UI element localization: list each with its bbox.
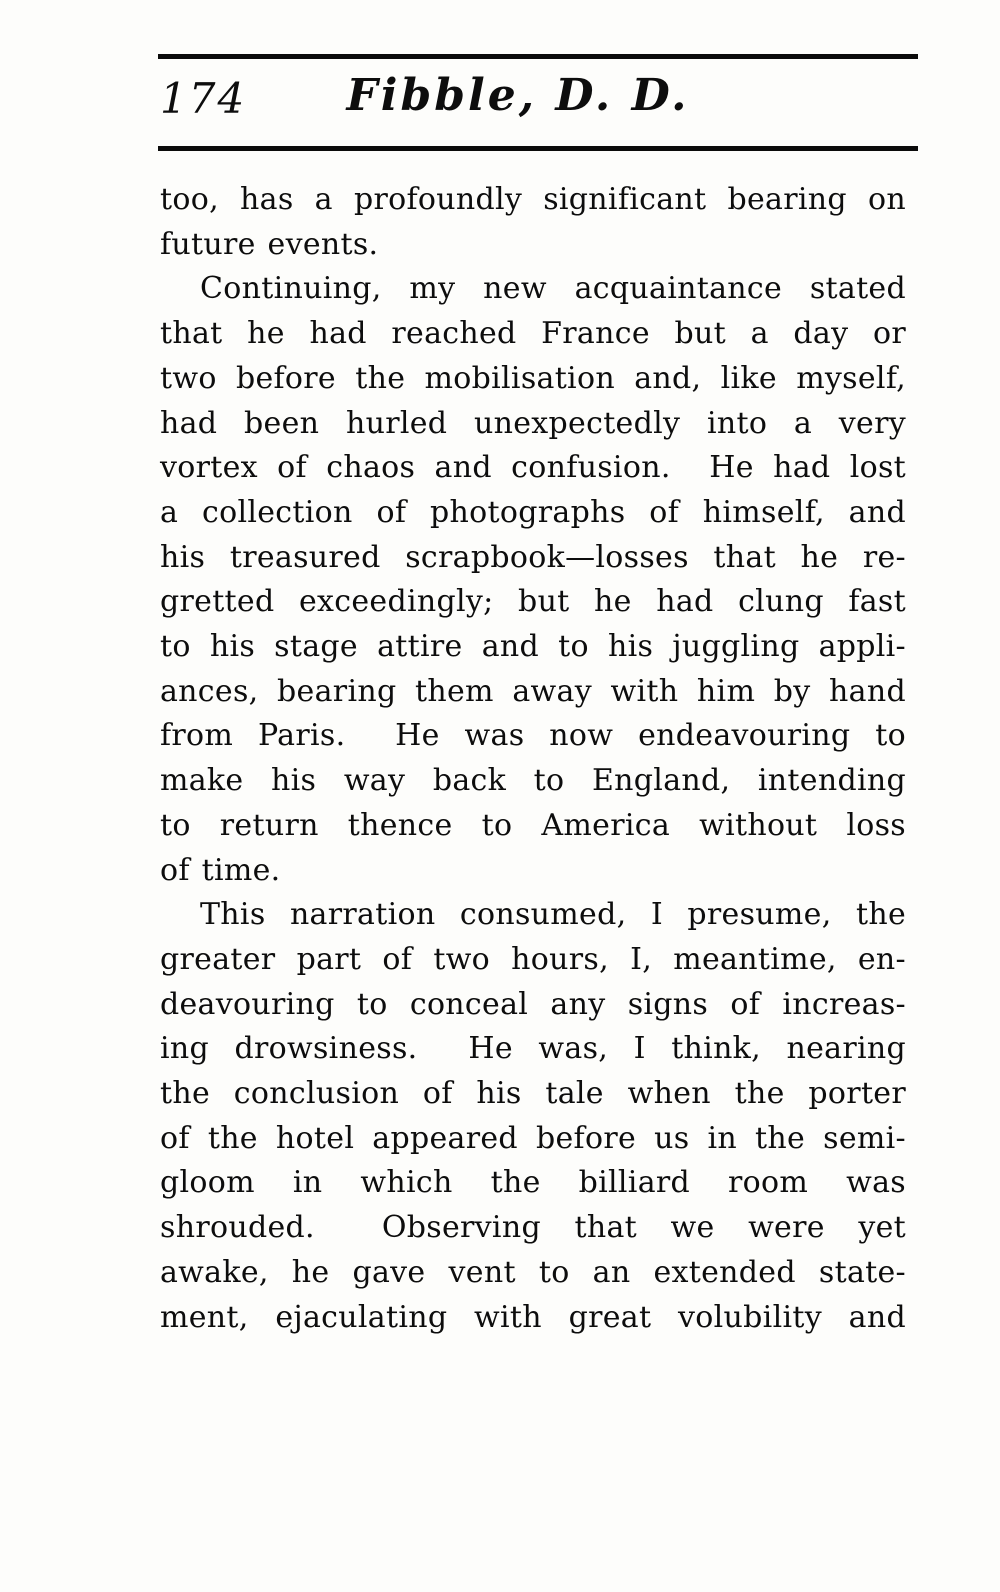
text-line: future events. [160,226,379,262]
text-line: ing drowsiness. He was, I think, nearing [160,1031,906,1067]
text-line: Continuing, my new acquaintance stated [200,271,906,307]
text-line: ment, ejaculating with great volubility and [160,1299,906,1335]
text-line: of time. [160,852,281,888]
text-line: too, has a profoundly significant bearing on [160,182,906,217]
text-line: a collection of photographs of himself, and [160,494,906,530]
running-title: Fibble, D. D. [346,70,690,121]
text-line: to his stage attire and to his juggling appli- [160,629,906,665]
text-line: ances, bearing them away with him by hand [160,673,906,709]
header-top-rule [158,54,918,59]
text-line: This narration consumed, I presume, the [200,897,906,933]
text-line: two before the mobilisation and, like myself, [160,360,906,396]
text-line: had been hurled unexpectedly into a very [160,405,906,441]
text-line: greater part of two hours, I, meantime, en- [160,941,906,977]
text-line: make his way back to England, intending [160,763,906,799]
text-line: that he had reached France but a day or [160,316,906,352]
text-line: gloom in which the billiard room was [160,1165,906,1201]
text-line: from Paris. He was now endeavouring to [160,718,906,754]
text-line: vortex of chaos and confusion. He had lost [160,450,906,486]
text-line: to return thence to America without loss [160,807,906,843]
text-line: his treasured scrapbook—losses that he re- [160,539,906,575]
text-line: awake, he gave vent to an extended state- [160,1254,906,1290]
body-text [160,178,906,1340]
text-line: gretted exceedingly; but he had clung fast [160,584,906,620]
text-line: the conclusion of his tale when the porter [160,1076,906,1112]
page-number: 174 [160,74,247,123]
text-line: shrouded. Observing that we were yet [160,1210,906,1246]
text-line: deavouring to conceal any signs of increas- [160,986,906,1022]
header-bottom-rule [158,146,918,151]
text-line: of the hotel appeared before us in the semi- [160,1120,906,1156]
running-header [158,68,918,136]
